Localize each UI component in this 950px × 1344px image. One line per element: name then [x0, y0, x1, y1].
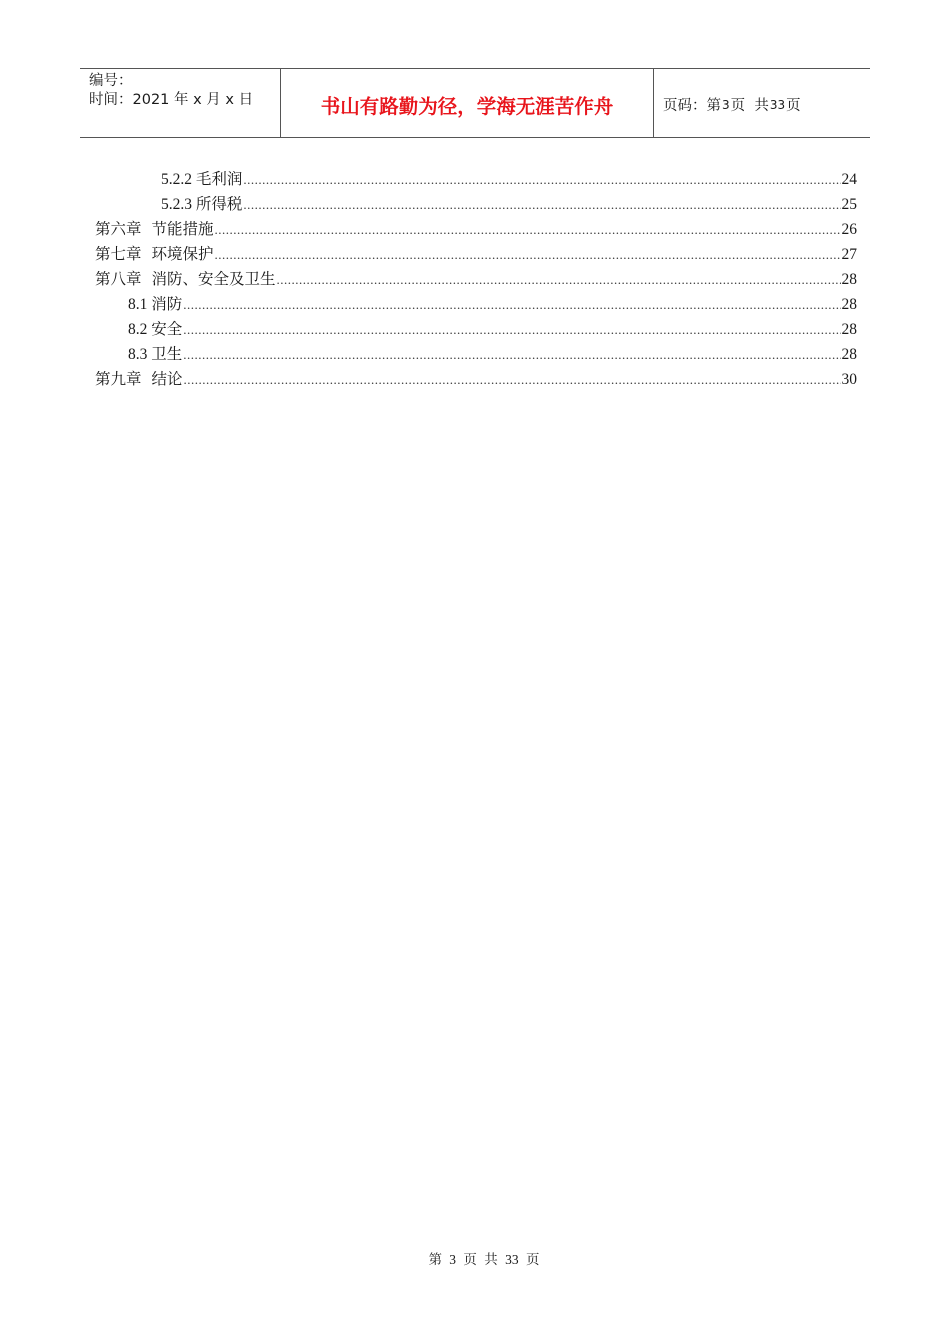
toc-entry-number: 5.2.3 — [161, 196, 192, 213]
toc-entry-title: 所得税 — [195, 196, 243, 213]
toc-entry-label — [95, 245, 214, 265]
toc-entry-number: 第七章 — [95, 246, 142, 263]
toc-entry-label — [128, 320, 182, 340]
toc-entry-label — [128, 345, 182, 365]
toc-dot-leader — [243, 170, 840, 190]
toc-entry-number: 8.3 — [128, 346, 148, 363]
toc-entry[interactable] — [95, 245, 857, 270]
toc-entry[interactable] — [95, 170, 857, 195]
toc-entry-title: 环境保护 — [151, 246, 214, 263]
toc-entry-title: 安全 — [151, 321, 183, 338]
toc-entry-label — [95, 370, 183, 390]
toc-dot-leader — [277, 270, 841, 290]
toc-entry[interactable] — [95, 270, 857, 295]
document-date: 时间：2021 年 x 月 x 日 — [89, 92, 254, 108]
toc-entry-title: 卫生 — [151, 346, 183, 363]
page-current: 3 — [722, 97, 730, 112]
document-code-label: 编号： — [89, 73, 133, 89]
page-footer: 第 3 页 共 33 页 — [428, 1252, 540, 1267]
toc-entry-number: 第九章 — [95, 371, 142, 388]
toc-entry-number: 8.2 — [128, 321, 148, 338]
toc-entry-title: 节能措施 — [151, 221, 214, 238]
toc-entry-label — [161, 170, 242, 190]
toc-entry-label — [95, 220, 214, 240]
toc-entry-page: 30 — [841, 371, 857, 388]
toc-entry-number: 第八章 — [95, 271, 142, 288]
toc-entry-page: 28 — [841, 271, 857, 288]
toc-dot-leader — [183, 295, 840, 315]
toc-entry-number: 8.1 — [128, 296, 148, 313]
toc-dot-leader — [183, 320, 840, 340]
toc-entry[interactable] — [95, 320, 857, 345]
toc-entry-label — [95, 270, 276, 290]
page-prefix: 页码：第 — [663, 98, 721, 114]
toc-entry-number: 5.2.2 — [161, 171, 192, 188]
toc-entry[interactable] — [95, 370, 857, 395]
toc-entry-title: 毛利润 — [195, 171, 243, 188]
toc-entry[interactable] — [95, 220, 857, 245]
toc-entry-title: 结论 — [151, 371, 183, 388]
toc-dot-leader — [243, 195, 840, 215]
toc-entry[interactable] — [95, 345, 857, 370]
header-page-indicator — [654, 69, 870, 137]
toc-dot-leader — [183, 345, 840, 365]
toc-entry-page: 28 — [841, 346, 857, 363]
toc-entry-label — [128, 295, 182, 315]
toc-dot-leader — [215, 220, 841, 240]
page-mid: 页 共 — [730, 98, 769, 114]
toc-entry-label — [161, 195, 242, 215]
page-header — [80, 68, 870, 138]
toc-dot-leader — [184, 370, 841, 390]
toc-entry-page: 27 — [841, 246, 857, 263]
toc-entry-title: 消防、安全及卫生 — [151, 271, 276, 288]
toc-entry-page: 25 — [841, 196, 857, 213]
header-motto: 书山有路勤为径，学海无涯苦作舟 — [281, 69, 654, 137]
toc-entry-number: 第六章 — [95, 221, 142, 238]
toc-entry[interactable] — [95, 195, 857, 220]
toc-entry-page: 26 — [841, 221, 857, 238]
page-suffix: 页 — [786, 98, 801, 114]
header-meta — [80, 69, 281, 137]
table-of-contents — [95, 170, 857, 395]
toc-dot-leader — [215, 245, 841, 265]
page-total: 33 — [769, 97, 786, 112]
toc-entry-page: 28 — [841, 296, 857, 313]
toc-entry[interactable] — [95, 295, 857, 320]
toc-entry-page: 28 — [841, 321, 857, 338]
toc-entry-title: 消防 — [151, 296, 183, 313]
toc-entry-page: 24 — [841, 171, 857, 188]
